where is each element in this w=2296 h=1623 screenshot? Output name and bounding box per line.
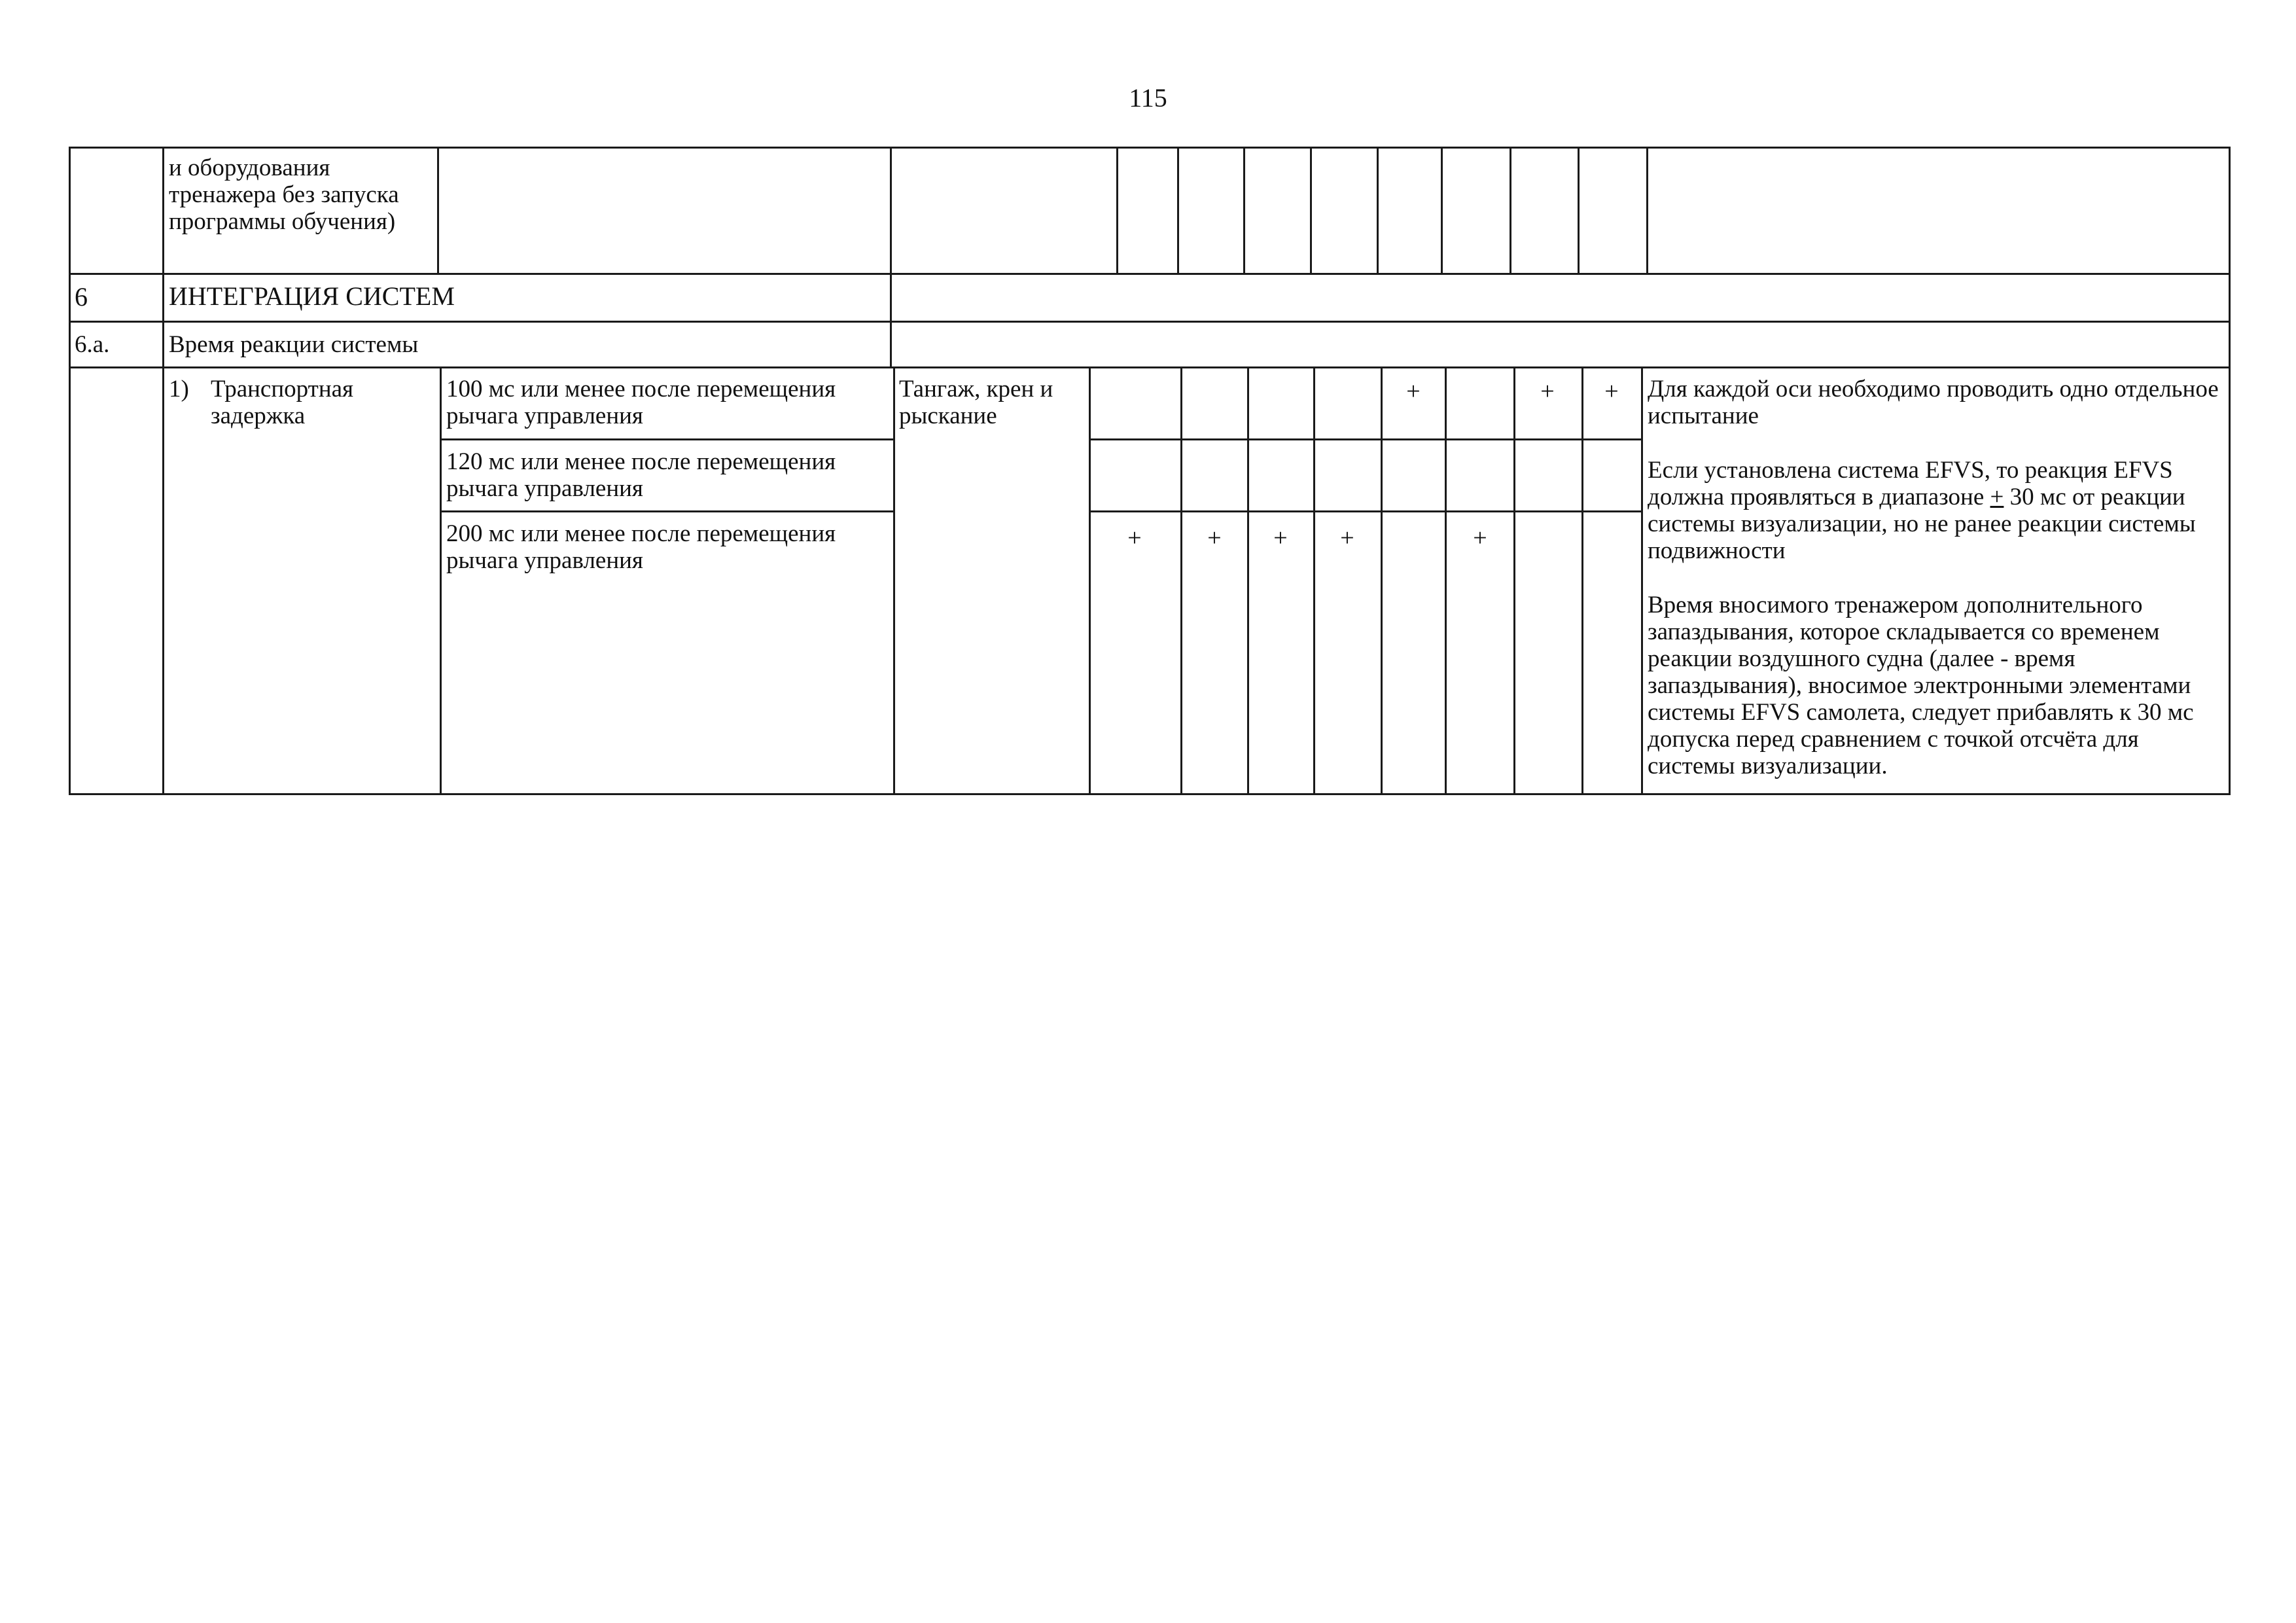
criterion-100ms: 100 мс или менее после перемещения рычага управления xyxy=(446,376,836,429)
mark-r3-c3: + xyxy=(1273,524,1288,552)
note-paragraph-2 xyxy=(1648,457,2223,564)
subrow-divider xyxy=(1089,438,1641,440)
col-line xyxy=(437,147,439,274)
mark-r1-c8: + xyxy=(1604,378,1619,405)
mark-r3-c1: + xyxy=(1127,524,1142,552)
note-paragraph-1: Для каждой оси необходимо проводить одно отдельное испытание xyxy=(1648,376,2219,429)
section-number: 6 xyxy=(75,282,88,312)
col-line xyxy=(1510,147,1511,274)
table-border-top xyxy=(69,147,2231,149)
col-line xyxy=(1646,147,1648,274)
note-paragraph-3: Время вносимого тренажером дополнительного запаздывания, которое складывается со временем реакции воздушного судна (далее - время запаздывания), вносимое электронными элементами системы EFVS самолета, следует прибавлять к 30 мс допуска перед сравнением с точкой отсчёта для системы визуализации. xyxy=(1648,592,2194,779)
col-line xyxy=(890,147,892,274)
note-text-a: Если установлена система EFVS, то реакция EFVS должна проявляться в диапазоне xyxy=(1648,457,2173,510)
criterion-120ms: 120 мс или менее после перемещения рычага управления xyxy=(446,448,836,502)
row-divider xyxy=(69,366,2231,368)
row-divider xyxy=(69,321,2231,323)
col-line xyxy=(1116,147,1118,274)
col-line xyxy=(1243,147,1245,274)
col-line xyxy=(1578,147,1580,274)
col-line xyxy=(1247,366,1249,795)
table-border-bottom xyxy=(69,793,2231,795)
col-line xyxy=(1445,366,1447,795)
col-line xyxy=(1089,366,1091,795)
row-divider xyxy=(69,273,2231,275)
col-line xyxy=(890,273,892,368)
table-border-right xyxy=(2229,147,2231,795)
col-line xyxy=(69,147,71,795)
col-line xyxy=(1581,366,1583,795)
col-line xyxy=(1641,366,1643,795)
col-line xyxy=(1441,147,1443,274)
item-number: 1) xyxy=(169,376,189,402)
note-text-b: 30 мс от реакции системы визуализации, но не ранее реакции системы подвижности xyxy=(1648,484,2196,564)
col-line xyxy=(1177,147,1179,274)
axes-text: Тангаж, крен и рыскание xyxy=(899,376,1053,429)
item-name: Транспортная задержка xyxy=(211,376,354,429)
subrow-divider xyxy=(1089,510,1641,512)
plus-minus-sign: + xyxy=(1990,484,2004,510)
criterion-200ms: 200 мс или менее после перемещения рычага управления xyxy=(446,520,836,574)
col-line xyxy=(162,147,164,274)
col-line xyxy=(162,273,164,795)
subrow-divider xyxy=(440,438,893,440)
col-line xyxy=(440,366,442,795)
page-number: 115 xyxy=(1129,83,1167,113)
subsection-title: Время реакции системы xyxy=(169,331,419,358)
col-line xyxy=(1513,366,1515,795)
mark-r1-c5: + xyxy=(1406,378,1421,405)
subrow-divider xyxy=(440,510,893,512)
mark-r3-c4: + xyxy=(1340,524,1354,552)
col-line xyxy=(1313,366,1315,795)
col-line xyxy=(1180,366,1182,795)
mark-r1-c7: + xyxy=(1540,378,1555,405)
mark-r3-c6: + xyxy=(1473,524,1487,552)
col-line xyxy=(1377,147,1379,274)
col-line xyxy=(1310,147,1312,274)
section-title: ИНТЕГРАЦИЯ СИСТЕМ xyxy=(169,281,455,311)
col-line xyxy=(1381,366,1383,795)
continuation-text: и оборудования тренажера без запуска программы обучения) xyxy=(169,154,399,235)
col-line xyxy=(893,366,895,795)
mark-r3-c2: + xyxy=(1207,524,1222,552)
subsection-number: 6.a. xyxy=(75,331,110,358)
